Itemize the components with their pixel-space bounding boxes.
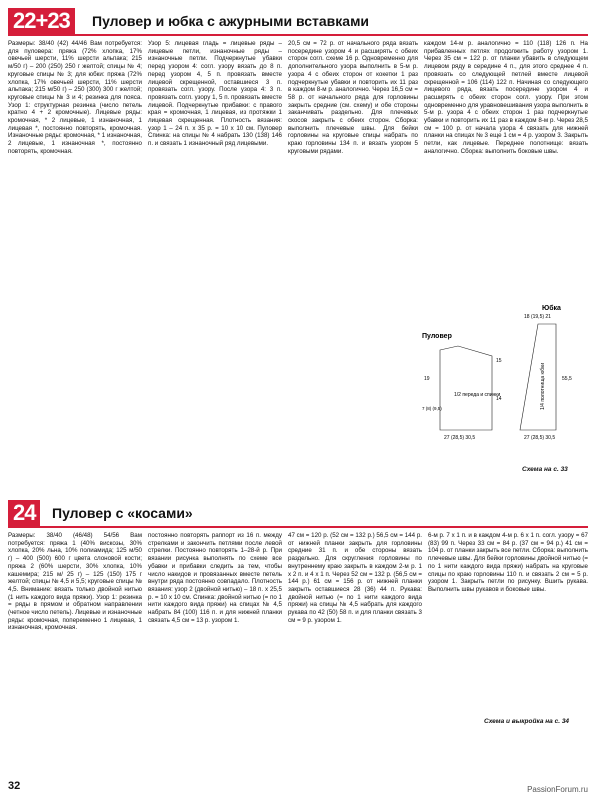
section-2-column-2: постоянно повторять раппорт из 16 п. между стрелками и закончить петлями после левой стрелки. Постоянно повторять 1–28-й р. При вязании рисунка выполнять по схеме все убавки и прибавки следить за тем, чтобы число накидов и провязанных вместе петель внутри ряда постоянно совпадало. Плотность вязания: узор 2 (двойной нитью) – 18 п. х 25,5 р. = 10 х 10 см. Спинка: двойной нитью (= по 1 нити каждого вида пряжи) на спицах № 4,5 набрать 84 (100) 116 п. и для нижней планки связать 4,5 см = 13 р. узором 1. — [148, 532, 282, 624]
section-1-title: Пуловер и юбка с ажурными вставками — [92, 13, 370, 29]
section-2-number: 24 — [8, 500, 40, 526]
pullover-bottom-dims: 27 (28,5) 30,5 — [444, 435, 476, 441]
section-2-title: Пуловер с «косами» — [52, 505, 193, 521]
section-2-column-4: 6-м р. 7 х 1 п. и в каждом 4-м р. 6 х 1 п. согл. узору = 67 (83) 99 п. Через 33 см = 84 р. (37 см = 94 р.) 41 см = 104 р. от планки закрыть все петли. Сборка: выполнить плечевые швы. Для бейки горловины двойной нитью (= по 1 нити каждого вида пряжи) набрать на круговые спицы по краю горловины 110 п. и связать 2 см = 5 р. узором 1. Закрыть петли по рисунку. Вшить рукава. Выполнить швы рукавов и боковые швы. — [428, 532, 588, 593]
section-2-column-1: Размеры: 38/40 (46/48) 54/56 Вам потребуется: пряжа 1 (40% вискозы, 30% хлопка, 20% льна, 10% полиамида; 125 м/50 г) – 400 (500) 600 г цвета слоновой кости; пряжа 2 (60% шерсти, 30% хлопка, 10% кашемира; 215 м/ 25 г) – 125 (150) 175 г желтой; спицы № 4,5 и 5,5; круговые спицы № 4,5. Внимание: вязать только двойной нитью (1 нить каждого вида пряжи). Узор 1: резинка = ряды в прямом и обратном направлении (четное число петель). Лицевые и изнаночные ряды: кромочная, попеременно 1 лицевая, 1 изнаночная, кромочная. — [8, 532, 142, 632]
section-1-column-1: Размеры: 38/40 (42) 44/46 Вам потребуется: для пуловера: пряжа (72% хлопка, 17% овечьей шерсти, 11% шерсти альпака; 215 м/50 г) – 200 (250) 250 г желтой; спицы № 4; круговые спицы № 3; для юбки: пряжа (72% хлопка, 17% овечьей шерсти, 11% шерсти альпака; 215 м/50 г) – 250 (300) 300 г желтой; круговые спицы № 3 и 4; резинка для пояса. Узор 1: структурная резинка (число петель кратно 4 + 2 кромочные). Лицевые ряды: кромочная, * 2 лицевые, 1 изнаночная, 1 лицевая *, постоянно повторять, кромочная. Изнаночные ряды: кромочная, * 1 изнаночная, 2 лицевые, 1 изнаночная *, постоянно повторять, кромочная. — [8, 40, 142, 155]
label-skirt: Юбка — [542, 305, 561, 312]
section-2-caption: Схема и выкройка на с. 34 — [484, 718, 570, 725]
page-number: 32 — [8, 780, 21, 792]
section-1-caption: Схема на с. 33 — [522, 466, 568, 473]
label-front: 1/2 переда и спинки — [454, 392, 501, 398]
pullover-dim-left-2: 7 (8) (9,5) — [422, 406, 442, 411]
pullover-shape — [440, 346, 492, 430]
section-1-column-3: 20,5 см = 72 р. от начального ряда вязать посередине узором 4 и расширять с обеих сторон согл. схеме 16 р. Одновременно для дополнительного узора выполнить в 5-м р. узора 4 с обеих сторон от кокетки 1 раз подчеркнутые убавки и повторить их 11 раз в каждом 8-м р. аналогично. Через 16,5 см = 58 р. от начального ряда для горловины закрыть средние (см. схему) и обе стороны заканчивать раздельно. Для плечевых скосов закрыть с обеих сторон. Сборка: выполнить плечевые швы. Для бейки горловины на круговые спицы набрать по краю горловины 134 п. и вязать узором 5 круговыми рядами. — [288, 40, 418, 155]
watermark: PassionForum.ru — [527, 785, 588, 794]
section-1-column-2: Узор 5: лицевая гладь = лицевые ряды – лицевые петли, изнаночные ряды – изнаночные петли. Подчеркнутые убавки перед узором 4: согл. узору вязать до 8 п. перед узором 4, 5 п. провязать вместе лицевой скрещенной, оставшиеся 3 п. провязать согл. узору. После узора 4: 3 п. провязать согл. узору 1, 5 п. провязать вместе лицевой. Подчеркнутые прибавки: с правого края = кромочная, 1 лицевая, из протяжки 1 лицевая скрещенная. Плотность вязания: узор 1 – 24 п. х 35 р. = 10 х 10 см. Пуловер Спинка: на спицы № 4 набрать 130 (138) 146 п. и связать 1 изнаночный ряд лицевыми. — [148, 40, 282, 148]
pullover-dim-14: 14 — [496, 396, 502, 402]
skirt-shape — [520, 324, 556, 430]
pullover-dim-left-1: 19 — [424, 376, 430, 382]
pattern-schematic — [420, 300, 588, 448]
skirt-top-dims: 18 (19,5) 21 — [524, 314, 551, 320]
section-1-header — [8, 8, 588, 36]
pullover-dim-15: 15 — [496, 358, 502, 364]
label-skirt-part: 1/4 полотнища юбки — [540, 362, 546, 410]
skirt-right-dims: 55,5 — [562, 376, 572, 382]
section-1-number: 22+23 — [8, 8, 75, 34]
skirt-bottom-dims: 27 (28,5) 30,5 — [524, 435, 556, 441]
section-2-column-3: 47 см = 120 р. (52 см = 132 р.) 56,5 см = 144 р. от нижней планки закрыть для горловины средние 31 п. и обе стороны вязать раздельно. Для скругления горловины по внутреннему краю закрыть в каждом 2-м р. 1 х 2 п. и 4 х 1 п. Через 52 см = 132 р. (56,5 см = 144 р.) 61 см = 156 р. от нижней планки закрыть оставшиеся 28 (36) 44 п. Рукава: двойной нитью (= по 1 нити каждого вида пряжи) на спицы № 4,5 набрать для каждого рукава по 42 (50) 58 п. и для планки связать 3 см = 9 р. узором 1. — [288, 532, 422, 624]
section-2-header — [8, 500, 588, 528]
section-1-column-4: каждом 14-м р. аналогично = 110 (118) 126 п. На прибавленных петлях продолжить работу узором 1. Через 35 см = 122 р. от планки убавить в следующем лицевом ряду в середине 4 п., для этого среднее 4 п. провязать со следующей петлей вместе лицевой скрещенной = 106 (114) 122 п. Начиная со следующего лицевого ряда, вязать посередине узором 4 и расширять с обеих сторон согл. узору. При этом одновременно для уравновешивания узора выполнить в 5-м р. узора 4 с обеих сторон 1 раз подчеркнутые убавки и повторить их 11 раз в каждом 8-м р. Через 28,5 см = 100 р. от начала узора 4 связать для нижней планки на спицах № 3 еще 1 см = 4 р. узором 3. Закрыть петли, как лицевые. Переднее полотнище: вязать аналогично. Сборка: выполнить боковые швы. — [424, 40, 588, 155]
label-pullover: Пуловер — [422, 333, 452, 340]
